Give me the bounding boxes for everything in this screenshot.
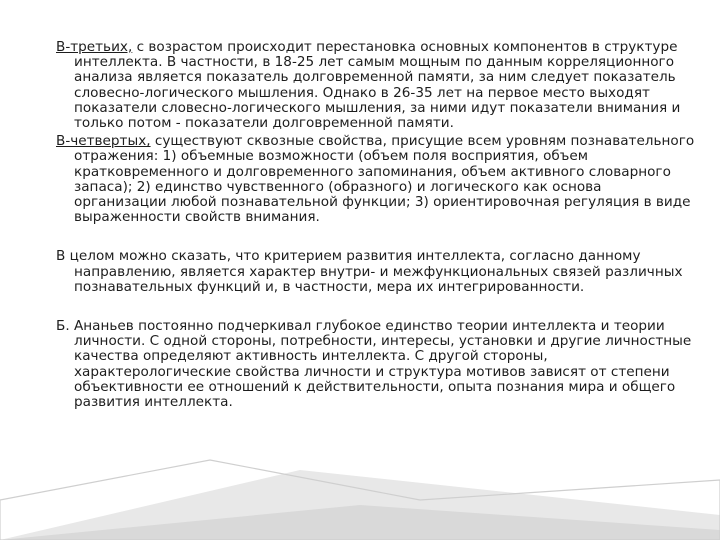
paragraph-2-text: существуют сквозные свойства, присущие всем уровням познавательного отражения: 1) объемные возможности (объем поля восприятия, объем кратковременного и долговременного запоминания, объем активного словарного запаса); 2) единство чувственного (образного) и логического как основа организации любой познавательной функции; 3) ориентировочная регуляция в виде выраженности свойств внимания.: [74, 133, 695, 226]
paragraph-4-text: Б. Ананьев постоянно подчеркивал глубокое единство теории интеллекта и теории личности. С одной стороны, потребности, интересы, установки и другие личностные качества определяют активность интеллекта. С другой стороны, характерологические свойства личности и структура мотивов зависят от степени объективности ее отношений к действительности, опыта познания мира и общего развития интеллекта.: [56, 318, 692, 411]
paragraph-1-lead: В-третьих,: [56, 39, 133, 55]
paragraph-4: [56, 319, 696, 410]
paragraph-3: [56, 249, 696, 295]
paragraph-1: [56, 40, 696, 131]
paragraph-2-lead: В-четвертых,: [56, 133, 151, 150]
paragraph-1-text: с возрастом происходит перестановка основных компонентов в структуре интеллекта. В частности, в 18-25 лет самым мощным по данным корреляционного анализа является показатель долговременной памяти, за ним следует показатель словесно-логического мышления. Однако в 26-35 лет на первое место выходят показатели словесно-логического мышления, за ними идут показатели внимания и только потом - показатели долговременной памяти.: [74, 39, 681, 132]
paragraph-2: [56, 134, 696, 225]
paragraph-3-text: В целом можно сказать, что критерием развития интеллекта, согласно данному направлению, является характер внутри- и межфункциональных связей различных познавательных функций и, в частности, мера их интегрированности.: [56, 248, 683, 295]
text-body: [56, 40, 696, 410]
